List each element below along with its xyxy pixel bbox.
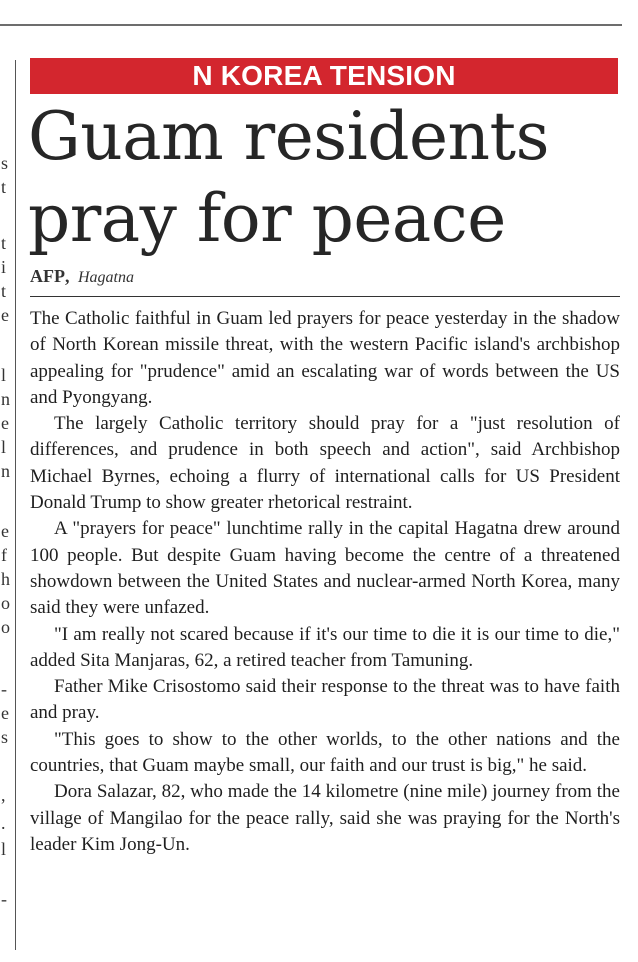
fragment: - (1, 679, 7, 699)
fragment: t (1, 233, 7, 253)
article-paragraph: The largely Catholic territory should pray for a "just resolution of differences, and prudence in both speech and action", said Archbishop Michael Byrnes, echoing a flurry of international calls for US President Donald Trump to show greater rhetorical restraint. (30, 413, 620, 514)
article-paragraph: A "prayers for peace" lunchtime rally in the capital Hagatna drew around 100 people. But despite Guam having become the centre of a threatened showdown between the United States and nuclear-armed North Korea, many said they were unfazed. (30, 518, 620, 619)
byline-separator: , (65, 266, 70, 286)
fragment: n (1, 389, 10, 409)
fragment: f (1, 545, 7, 565)
article-paragraph: Dora Salazar, 82, who made the 14 kilometre (nine mile) journey from the village of Mangilao for the peace rally, said she was praying for the North's leader Kim Jong-Un. (30, 781, 620, 855)
byline-dateline-place: Hagatna (78, 269, 134, 286)
article-headline: Guam residents pray for peace (28, 98, 549, 257)
byline-rule (30, 296, 620, 297)
column-divider-rule (15, 60, 16, 950)
byline (30, 266, 134, 287)
fragment: t (1, 177, 7, 197)
article-paragraph: Father Mike Crisostomo said their response to the threat was to have faith and pray. (30, 676, 620, 724)
fragment: l (1, 365, 7, 385)
section-kicker-banner: N KOREA TENSION (30, 58, 618, 94)
fragment: , (1, 785, 6, 805)
fragment: s (1, 153, 9, 173)
fragment: l (1, 839, 7, 859)
fragment: . (1, 813, 6, 833)
fragment: t (1, 281, 7, 301)
fragment: e (1, 521, 9, 541)
fragment: e (1, 413, 9, 433)
fragment: l (1, 437, 7, 457)
fragment: e (1, 703, 9, 723)
byline-agency: AFP (30, 266, 65, 286)
fragment: h (1, 569, 10, 589)
fragment: s (1, 727, 9, 747)
top-page-rule (0, 24, 622, 26)
fragment: - (1, 889, 7, 909)
adjacent-column-fragments (0, 150, 12, 930)
article-paragraph: "I am really not scared because if it's our time to die it is our time to die," added Sita Manjaras, 62, a retired teacher from Tamuning. (30, 623, 620, 671)
fragment: e (1, 305, 9, 325)
fragment: o (1, 593, 10, 613)
fragment: i (1, 257, 7, 277)
fragment: o (1, 617, 10, 637)
article-body (30, 306, 620, 858)
article-paragraph: The Catholic faithful in Guam led prayers for peace yesterday in the shadow of North Korean missile threat, with the western Pacific island's archbishop appealing for "prudence" amid an escalating war of words between the US and Pyongyang. (30, 308, 620, 408)
fragment: n (1, 461, 10, 481)
article-paragraph: "This goes to show to the other worlds, to the other nations and the countries, that Guam maybe small, our faith and our trust is big," he said. (30, 728, 620, 777)
